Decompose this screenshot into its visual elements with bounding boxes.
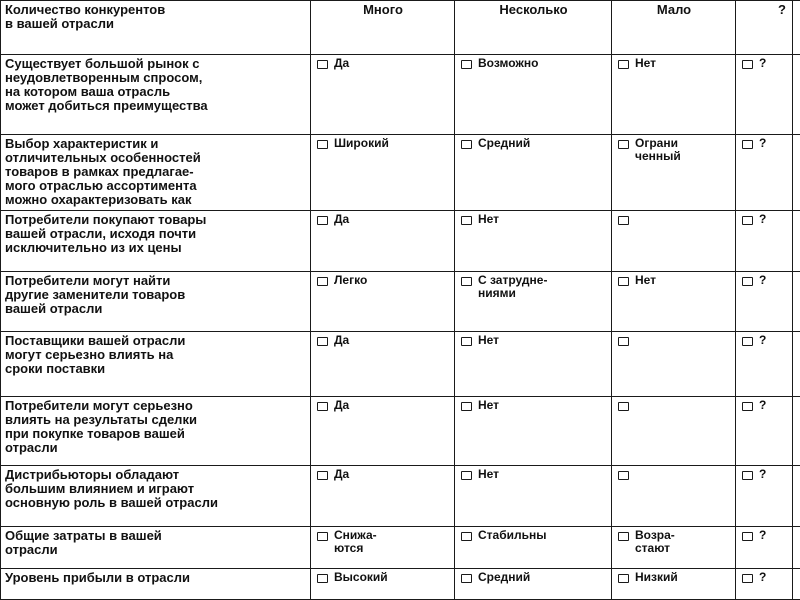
checkbox-icon[interactable]: [618, 402, 629, 411]
option-label: Снижа- ются: [334, 527, 377, 555]
checkbox-icon[interactable]: [317, 216, 328, 225]
option-label: Да: [334, 212, 350, 227]
option-label: Да: [334, 467, 350, 482]
option-many[interactable]: [315, 274, 451, 287]
question-cell: Общие затраты в вашей отрасли: [1, 526, 311, 568]
question-cell: Потребители могут серьезно влиять на результаты сделки при покупке товаров вашей отрасли: [1, 397, 311, 466]
option-cell-unknown: [736, 211, 793, 272]
option-cell-unknown: [736, 526, 793, 568]
question-cell: Выбор характеристик и отличительных особенностей товаров в рамках предлагае- мого отраслью ассортимента можно охарактеризовать как: [1, 134, 311, 210]
option-many[interactable]: [315, 57, 451, 70]
option-label: Низкий: [635, 569, 678, 584]
clipped-cell: [793, 271, 800, 332]
option-cell-many: [311, 397, 455, 466]
option-label: Широкий: [334, 135, 389, 150]
table-row: [1, 211, 800, 272]
option-label: ?: [759, 272, 767, 287]
option-label: С затрудне- ниями: [478, 272, 548, 300]
question-cell: Потребители покупают товары вашей отрасли, исходя почти исключительно из их цены: [1, 211, 311, 272]
option-cell-many: [311, 332, 455, 397]
option-label: ?: [759, 56, 767, 71]
clipped-cell: [793, 55, 800, 134]
option-unknown[interactable]: [740, 529, 789, 542]
option-cell-several: [455, 568, 612, 599]
option-label: Нет: [635, 272, 657, 287]
header-row: [1, 1, 800, 55]
option-cell-several: [455, 466, 612, 527]
header-few: Мало: [612, 1, 736, 55]
option-cell-few: [612, 568, 736, 599]
option-cell-several: [455, 332, 612, 397]
option-label: Да: [334, 333, 350, 348]
option-label: Средний: [478, 135, 531, 150]
option-cell-many: [311, 134, 455, 210]
option-unknown[interactable]: [740, 57, 789, 70]
checkbox-icon[interactable]: [317, 532, 328, 541]
option-label: Нет: [478, 467, 500, 482]
checkbox-icon[interactable]: [317, 337, 328, 346]
option-unknown[interactable]: [740, 571, 789, 584]
option-label: Нет: [478, 333, 500, 348]
option-cell-few: [612, 397, 736, 466]
option-cell-many: [311, 211, 455, 272]
table-row: [1, 526, 800, 568]
checkbox-icon[interactable]: [317, 471, 328, 480]
checkbox-icon[interactable]: [742, 532, 753, 541]
option-cell-unknown: [736, 332, 793, 397]
option-label: ?: [759, 527, 767, 542]
option-label: ?: [759, 398, 767, 413]
option-cell-unknown: [736, 568, 793, 599]
option-cell-unknown: [736, 134, 793, 210]
clipped-cell: [793, 134, 800, 210]
checkbox-icon[interactable]: [317, 574, 328, 583]
option-cell-unknown: [736, 466, 793, 527]
option-unknown[interactable]: [740, 468, 789, 481]
option-cell-few: [612, 271, 736, 332]
option-unknown[interactable]: [740, 274, 789, 287]
clipped-cell: [793, 397, 800, 466]
option-cell-several: [455, 526, 612, 568]
question-cell: Потребители могут найти другие заменители товаров вашей отрасли: [1, 271, 311, 332]
table-row: [1, 466, 800, 527]
option-cell-few: [612, 466, 736, 527]
checkbox-icon[interactable]: [317, 60, 328, 69]
option-many[interactable]: [315, 334, 451, 347]
option-unknown[interactable]: [740, 137, 789, 150]
clipped-cell: [793, 211, 800, 272]
option-label: ?: [759, 467, 767, 482]
checkbox-icon[interactable]: [618, 471, 629, 480]
header-many: Много: [311, 1, 455, 55]
checkbox-icon[interactable]: [461, 532, 472, 541]
table-row: [1, 397, 800, 466]
option-label: ?: [759, 569, 767, 584]
option-cell-unknown: [736, 55, 793, 134]
option-few[interactable]: [616, 468, 732, 480]
option-label: ?: [759, 333, 767, 348]
option-cell-several: [455, 397, 612, 466]
checkbox-icon[interactable]: [618, 216, 629, 225]
option-cell-several: [455, 211, 612, 272]
clipped-cell: [793, 568, 800, 599]
option-few[interactable]: [616, 57, 732, 70]
checkbox-icon[interactable]: [742, 216, 753, 225]
option-label: Ограни ченный: [635, 135, 681, 163]
option-unknown[interactable]: [740, 334, 789, 347]
question-cell: Существует большой рынок с неудовлетворенным спросом, на котором ваша отрасль может добиться преимущества: [1, 55, 311, 134]
option-cell-few: [612, 55, 736, 134]
checkbox-icon[interactable]: [618, 574, 629, 583]
option-label: Стабильны: [478, 527, 547, 542]
clipped-cell: [793, 466, 800, 527]
option-several[interactable]: [459, 57, 608, 70]
clipped-column: [793, 1, 800, 55]
option-label: Средний: [478, 569, 531, 584]
checkbox-icon[interactable]: [461, 337, 472, 346]
checkbox-icon[interactable]: [742, 471, 753, 480]
checkbox-icon[interactable]: [461, 277, 472, 286]
header-several: Несколько: [455, 1, 612, 55]
option-many[interactable]: [315, 529, 451, 555]
option-cell-few: [612, 332, 736, 397]
option-cell-several: [455, 271, 612, 332]
checkbox-icon[interactable]: [742, 277, 753, 286]
option-few[interactable]: [616, 529, 732, 555]
option-label: Да: [334, 398, 350, 413]
checkbox-icon[interactable]: [742, 337, 753, 346]
option-several[interactable]: [459, 468, 608, 481]
option-several[interactable]: [459, 213, 608, 226]
clipped-cell: [793, 332, 800, 397]
checkbox-icon[interactable]: [461, 60, 472, 69]
option-few[interactable]: [616, 274, 732, 287]
checkbox-icon[interactable]: [618, 337, 629, 346]
question-cell: Дистрибьюторы обладают большим влиянием и играют основную роль в вашей отрасли: [1, 466, 311, 527]
table-row: [1, 55, 800, 134]
option-few[interactable]: [616, 213, 732, 225]
option-label: Легко: [334, 272, 368, 287]
table-row: [1, 568, 800, 599]
checkbox-icon[interactable]: [317, 277, 328, 286]
table-row: [1, 271, 800, 332]
checkbox-icon[interactable]: [461, 216, 472, 225]
option-several[interactable]: [459, 334, 608, 347]
header-unknown: ?: [736, 1, 793, 55]
checkbox-icon[interactable]: [742, 60, 753, 69]
option-several[interactable]: [459, 529, 608, 542]
option-many[interactable]: [315, 571, 451, 584]
checkbox-icon[interactable]: [618, 277, 629, 286]
option-label: Нет: [635, 56, 657, 71]
option-few[interactable]: [616, 399, 732, 411]
option-few[interactable]: [616, 571, 732, 584]
option-cell-unknown: [736, 271, 793, 332]
checkbox-icon[interactable]: [317, 402, 328, 411]
clipped-cell: [793, 526, 800, 568]
option-label: Нет: [478, 212, 500, 227]
table-row: [1, 134, 800, 210]
option-label: Возра- стают: [635, 527, 675, 555]
option-unknown[interactable]: [740, 213, 789, 226]
question-cell: Уровень прибыли в отрасли: [1, 568, 311, 599]
option-label: Возможно: [478, 56, 539, 71]
checkbox-icon[interactable]: [618, 60, 629, 69]
option-label: ?: [759, 212, 767, 227]
option-unknown[interactable]: [740, 399, 789, 412]
checkbox-icon[interactable]: [461, 402, 472, 411]
option-label: Да: [334, 56, 350, 71]
checkbox-icon[interactable]: [742, 574, 753, 583]
checkbox-icon[interactable]: [461, 574, 472, 583]
option-cell-many: [311, 55, 455, 134]
header-question: Количество конкурентов в вашей отрасли: [1, 1, 311, 55]
checkbox-icon[interactable]: [461, 140, 472, 149]
question-cell: Поставщики вашей отрасли могут серьезно влиять на сроки поставки: [1, 332, 311, 397]
option-cell-unknown: [736, 397, 793, 466]
option-many[interactable]: [315, 468, 451, 481]
option-few[interactable]: [616, 334, 732, 346]
option-few[interactable]: [616, 137, 732, 163]
option-cell-many: [311, 568, 455, 599]
table-row: [1, 332, 800, 397]
checkbox-icon[interactable]: [461, 471, 472, 480]
option-label: ?: [759, 135, 767, 150]
option-several[interactable]: [459, 137, 608, 150]
checkbox-icon[interactable]: [742, 140, 753, 149]
option-cell-many: [311, 466, 455, 527]
option-cell-many: [311, 526, 455, 568]
option-many[interactable]: [315, 399, 451, 412]
option-cell-few: [612, 526, 736, 568]
option-cell-several: [455, 134, 612, 210]
option-several[interactable]: [459, 571, 608, 584]
option-several[interactable]: [459, 274, 608, 300]
checkbox-icon[interactable]: [618, 140, 629, 149]
option-cell-several: [455, 55, 612, 134]
checkbox-icon[interactable]: [742, 402, 753, 411]
option-many[interactable]: [315, 213, 451, 226]
option-label: Нет: [478, 398, 500, 413]
option-cell-few: [612, 211, 736, 272]
option-cell-few: [612, 134, 736, 210]
option-many[interactable]: [315, 137, 451, 150]
option-label: Высокий: [334, 569, 388, 584]
checkbox-icon[interactable]: [317, 140, 328, 149]
option-several[interactable]: [459, 399, 608, 412]
checkbox-icon[interactable]: [618, 532, 629, 541]
option-cell-many: [311, 271, 455, 332]
